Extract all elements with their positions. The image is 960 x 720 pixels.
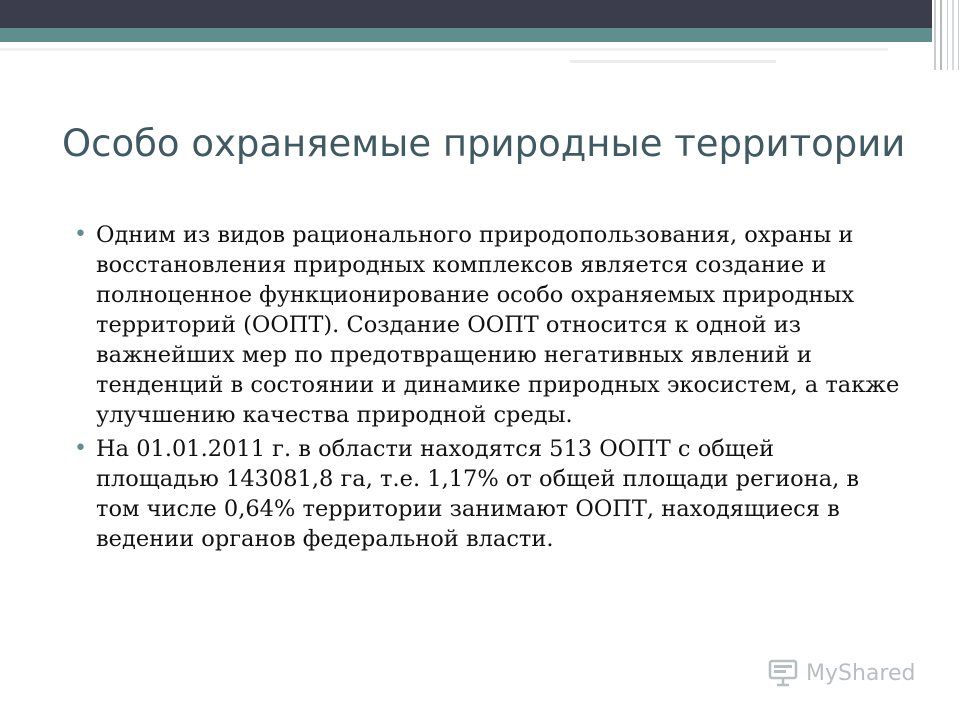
corner-stripe xyxy=(934,0,936,70)
corner-stripe xyxy=(947,0,948,70)
corner-stripe xyxy=(940,0,942,70)
slide-title: Особо охраняемые природные территории xyxy=(62,122,906,165)
bullet-item xyxy=(68,220,903,430)
watermark xyxy=(768,655,915,691)
bullet-list xyxy=(68,220,903,558)
bullet-dot: • xyxy=(74,436,87,461)
bullet-item xyxy=(68,434,903,554)
header-corner-block xyxy=(932,0,960,70)
corner-stripe xyxy=(952,0,954,70)
header-dark-bar xyxy=(0,0,960,28)
bullet-text: Одним из видов рационального природопользования, охраны и восстановления природных комплексов является создание и полноценное функционирование особо охраняемых природных территорий (ООПТ). Создание ООПТ относится к одной из важнейших мер по предотвращению негативных явлений и тенденций в состоянии и динамике природных экосистем, а также улучшению качества природной среды. xyxy=(96,222,900,428)
corner-stripe xyxy=(958,0,959,70)
presentation-board-icon xyxy=(768,659,798,687)
header-divider-line-short xyxy=(570,60,776,63)
header-divider-line xyxy=(0,48,888,51)
header-teal-bar xyxy=(0,28,960,42)
watermark-text: MyShared xyxy=(806,660,916,686)
bullet-text: На 01.01.2011 г. в области находятся 513 ООПТ с общей площадью 143081,8 га, т.е. 1,17% от общей площади региона, в том числе 0,64% территории занимают ООПТ, находящиеся в ведении органов федеральной власти. xyxy=(96,436,860,552)
bullet-dot: • xyxy=(74,222,87,247)
